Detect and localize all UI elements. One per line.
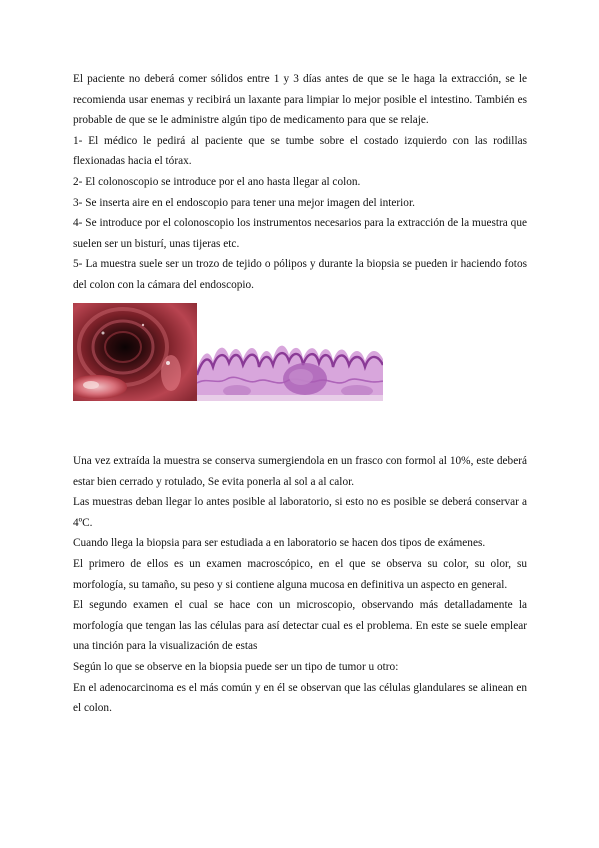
paragraph: 5- La muestra suele ser un trozo de tejido o pólipos y durante la biopsia se pueden ir haciendo fotos del colon con la cámara del endoscopio. [73,258,527,291]
text-block-top [73,69,527,296]
paragraph: El segundo examen el cual se hace con un microscopio, observando más detalladamente la morfología que tengan las las células para así detectar cual es el problema. En este se suele emplear una tinción para la visualización de estas [73,599,527,653]
paragraph: Cuando llega la biopsia para ser estudiada a en laboratorio se hacen dos tipos de exámenes. [73,537,486,550]
histology-image [197,339,383,401]
paragraph: Una vez extraída la muestra se conserva sumergiendola en un frasco con formol al 10%, este deberá estar bien cerrado y rotulado, Se evita ponerla al sol a al calor. [73,455,527,488]
paragraph: El paciente no deberá comer sólidos entre 1 y 3 días antes de que se le haga la extracción, se le recomienda usar enemas y recibirá un laxante para limpiar lo mejor posible el intestino. También es probable de que se le administre algún tipo de medicamento para que se relaje. [73,73,527,127]
paragraph: Según lo que se observe en la biopsia puede ser un tipo de tumor u otro: [73,660,399,673]
endoscopy-image [73,303,197,401]
paragraph: 4- Se introduce por el colonoscopio los instrumentos necesarios para la extracción de la muestra que suelen ser un bisturí, unas tijeras etc. [73,217,527,250]
text-block-bottom [73,451,527,719]
paragraph: En el adenocarcinoma es el más común y en él se observan que las células glandulares se alinean en el colon. [73,681,527,715]
paragraph: 3- Se inserta aire en el endoscopio para tener una mejor imagen del interior. [73,196,415,209]
paragraph: El primero de ellos es un examen macroscópico, en el que se observa su color, su olor, su morfología, su tamaño, su peso y si contiene alguna mucosa en definitiva un aspecto en general. [73,557,527,591]
paragraph: 2- El colonoscopio se introduce por el ano hasta llegar al colon. [73,175,361,188]
paragraph: Las muestras deban llegar lo antes posible al laboratorio, si esto no es posible se deberá conservar a 4ºC. [73,496,527,529]
figure-row [73,303,383,401]
paragraph: 1- El médico le pedirá al paciente que se tumbe sobre el costado izquierdo con las rodillas flexionadas hacia el tórax. [73,134,527,168]
